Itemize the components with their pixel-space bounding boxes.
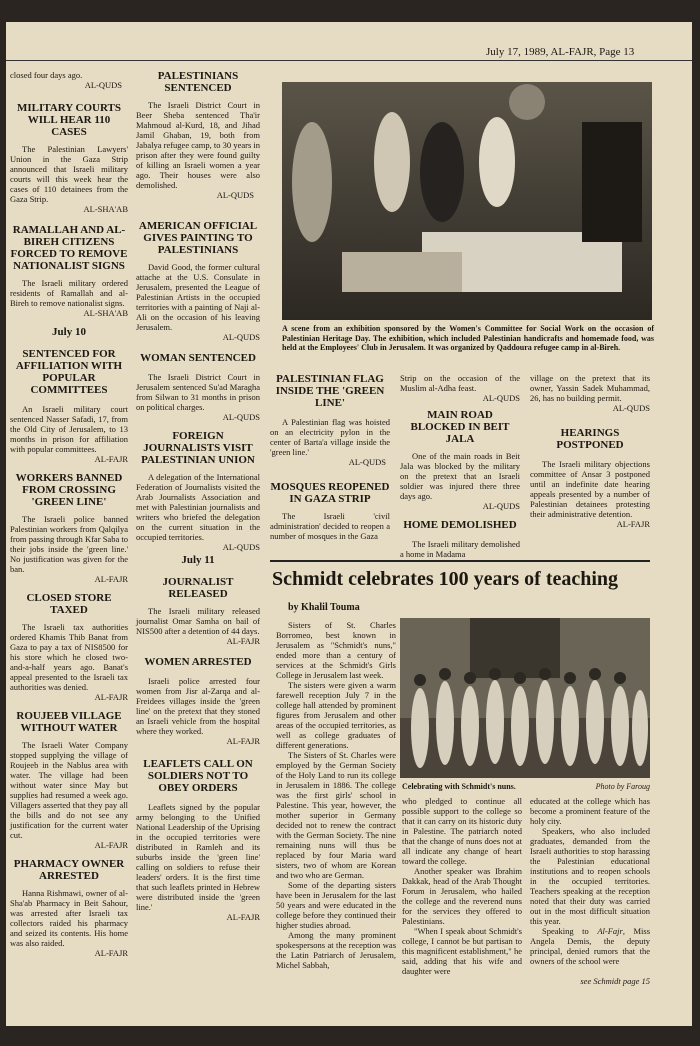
photo-caption: A scene from an exhibition sponsored by the Women's Committee for Social Work on the occasion of Palestinian Heritage Day. The exhibition, which included Palestinian handicrafts and homemade food, was held at the Employees' Club in Jerusalem. It was organized by Qaddoura refugee camp in al-Bireh. — [282, 324, 654, 352]
headline-palestinians-sentenced: PALESTINIANS SENTENCED — [157, 70, 239, 94]
credit: AL-SHA'AB — [83, 204, 128, 214]
headline-ramallah-signs: RAMALLAH AND AL-BIREH CITIZENS FORCED TO REMOVE NATIONALIST SIGNS — [10, 224, 128, 272]
page-folio: July 17, 1989, AL-FAJR, Page 13 — [486, 46, 635, 58]
headline-main-road: MAIN ROAD BLOCKED IN BEIT JALA — [410, 409, 510, 445]
continued-jump[interactable]: see Schmidt page 15 — [580, 976, 650, 986]
exhibition-photo — [282, 82, 652, 320]
story-body: The Israeli 'civil administration' decided to reopen a number of mosques in the Gaza — [270, 511, 390, 541]
feature-column-3 — [530, 796, 650, 986]
story-body: Israeli police arrested four women from Jisr al-Zarqa and al-Freidees villages inside the 'green line' on the pretext that they stoned an Israeli vehicle from the hospital where they worked. — [136, 676, 260, 736]
credit: AL-QUDS — [216, 190, 254, 200]
headline-foreign-journalists: FOREIGN JOURNALISTS VISIT PALESTINIAN UNION — [141, 430, 255, 466]
headline-mosques-reopened: MOSQUES REOPENED IN GAZA STRIP — [270, 481, 390, 505]
continued-text: closed four days ago. — [10, 70, 83, 80]
headline-pharmacy: PHARMACY OWNER ARRESTED — [13, 858, 125, 882]
credit: AL-QUDS — [222, 412, 260, 422]
credit: AL-FAJR — [94, 948, 128, 958]
date-heading: July 11 — [181, 554, 215, 566]
story-body: The Israeli military ordered residents of Ramallah and al-Bireh to remove nationalist signs. — [10, 278, 128, 308]
feature-body: Another speaker was Ibrahim Dakkak, head of the Arab Thought Forum in Jerusalem, who hailed the college and the reverend nuns for the services they offered to Palestinians. — [402, 866, 522, 926]
headline-american-official: AMERICAN OFFICIAL GIVES PAINTING TO PALESTINIANS — [138, 220, 258, 256]
headline-journalist-released: JOURNALIST RELEASED — [162, 576, 234, 600]
credit: AL-SHA'AB — [83, 308, 128, 318]
credit: AL-QUDS — [482, 393, 520, 403]
credit: AL-QUDS — [348, 457, 386, 467]
feature-column-2 — [402, 796, 522, 976]
feature-body: The sisters were given a warm farewell reception July 7 in the college hall attended by prominent figures from Jerusalem and other areas of the occupied territories, as well as college graduates of different generations. — [276, 680, 396, 750]
credit: AL-FAJR — [94, 574, 128, 584]
credit: AL-QUDS — [482, 501, 520, 511]
credit: AL-QUDS — [612, 403, 650, 413]
story-body: The Israeli District Court in Jerusalem sentenced Su'ad Maragha from Silwan to 31 months in prison on political charges. — [136, 372, 260, 412]
header-rule — [6, 60, 692, 61]
headline-sentenced-affiliation: SENTENCED FOR AFFILIATION WITH POPULAR COMMITTEES — [15, 348, 123, 396]
headline-military-courts: MILITARY COURTS WILL HEAR 110 CASES — [16, 102, 122, 138]
feature-column-1 — [276, 620, 396, 970]
credit: AL-FAJR — [226, 636, 260, 646]
story-body: The Israeli military released journalist Omar Samha on bail of NIS500 after a detention of 44 days. — [136, 606, 260, 636]
headline-roujeeb: ROUJEEB VILLAGE WITHOUT WATER — [16, 710, 122, 734]
headline-women-arrested: WOMEN ARRESTED — [144, 656, 252, 668]
story-body: Hanna Rishmawi, owner of al-Sha'ab Pharmacy in Beit Sahour, was arrested after Israeli tax collectors raided his pharmacy and seized its contents. His home was also raided. — [10, 888, 128, 948]
credit: AL-FAJR — [226, 912, 260, 922]
story-body: The Palestinian Lawyers' Union in the Gaza Strip announced that Israeli military courts will this week hear the cases of 110 detainees from the Gaza Strip. — [10, 144, 128, 204]
newspaper-page — [6, 22, 692, 1026]
date-heading: July 10 — [52, 326, 86, 338]
feature-headline: Schmidt celebrates 100 years of teaching — [272, 568, 619, 590]
column-1 — [10, 70, 128, 958]
story-body: Leaflets signed by the popular army belonging to the Unified National Leadership of the Uprising in the occupied territories were distributed in Ramleh and its suburbs inside the 'green line' calling on soldiers to refuse their leaders' orders. It is the first time that such leaflets printed in Hebrew were distributed inside the 'green line.' — [136, 802, 260, 912]
story-body: A Palestinian flag was hoisted on an electricity pylon in the center of Barta'a village inside the 'green line.' — [270, 417, 390, 457]
story-body: The Israeli military demolished a home in Madama — [400, 539, 520, 559]
photo-caption: Celebrating with Schmidt's nuns. — [402, 782, 516, 791]
headline-closed-store: CLOSED STORE TAXED — [26, 592, 112, 616]
headline-hearings-postponed: HEARINGS POSTPONED — [556, 427, 624, 451]
story-body: One of the main roads in Beit Jala was blocked by the military on the pretext that an Israeli soldier was injured there three days ago. — [400, 451, 520, 501]
story-body: David Good, the former cultural attache at the U.S. Consulate in Jerusalem, presented the League of Palestinian Artists in the occupied territories with a painting of Naji al-Ali on the occasion of his leaving Jerusalem. — [136, 262, 260, 332]
feature-body: Among the many prominent spokespersons at the reception was the Latin Patriarch of Jerusalem, Michel Sabbah, — [276, 930, 396, 970]
credit: AL-FAJR — [616, 519, 650, 529]
feature-body-rest: , Miss Angela Demis, the deputy principal, denied rumors that the owners of the school were — [530, 926, 650, 966]
headline-palestinian-flag: PALESTINIAN FLAG INSIDE THE 'GREEN LINE' — [275, 373, 385, 409]
headline-home-demolished: HOME DEMOLISHED — [403, 519, 517, 531]
column-5 — [530, 373, 650, 529]
credit: AL-FAJR — [94, 454, 128, 464]
schmidt-photo — [400, 618, 650, 778]
credit: AL-FAJR — [94, 840, 128, 850]
schmidt-caption-line — [402, 782, 650, 791]
exhibition-caption-box — [282, 324, 654, 353]
feature-top-rule — [270, 560, 650, 562]
credit: AL-QUDS — [84, 80, 122, 90]
newspaper-name: Al-Fajr — [597, 926, 623, 936]
credit: AL-FAJR — [226, 736, 260, 746]
column-4 — [400, 373, 520, 559]
column-2 — [136, 70, 260, 922]
feature-body — [530, 926, 650, 966]
headline-woman-sentenced: WOMAN SENTENCED — [140, 352, 256, 364]
credit: AL-FAJR — [94, 692, 128, 702]
column-3 — [270, 373, 390, 541]
feature-body: The Sisters of St. Charles were employed by the German Society of the Holy Land to run its college in Jerusalem in 1886. The college was the first girls' school in Palestine. This year, however, the mother superior in Germany decided not to renew the contract with the German Society. The nine remaining nuns will thus be replaced by four Maria ward sisters, two of whom are Korean and two who are German. — [276, 750, 396, 880]
credit: AL-QUDS — [222, 332, 260, 342]
story-body: The Israeli police banned Palestinian workers from Qalqilya from passing through Kfar Saba to their jobs inside the 'green line.' No justification was given for the ban. — [10, 514, 128, 574]
photo-credit: Photo by Faroug — [595, 782, 650, 791]
credit: AL-QUDS — [222, 542, 260, 552]
story-body: The Israeli military objections committee of Ansar 3 postponed until an indefinite date hearing appeals presented by a number of Palestinian detainees protesting their administrative detention. — [530, 459, 650, 519]
story-body: The Israeli Water Company stopped supplying the village of Roujeeb in the Nablus area with water. The village had been without water since May but supplies had resumed a week ago. Villagers asserted that they pay all the bills and do not see any justification for the current water cut. — [10, 740, 128, 840]
story-body: A delegation of the International Federation of Journalists visited the Arab Journalists Association and met with Palestinian journalists and writers who briefed the delegation on the current situation in the occupied territories. — [136, 472, 260, 542]
story-body: The Israeli District Court in Beer Sheba sentenced Tha'ir Mahmoud al-Kurd, 18, and Jihad Jamil Ghaban, 19, both from Jabalya refugee camp, to 30 years in prison after they were found guilty of killing an Israeli women a year ago. Their houses were also demolished. — [136, 100, 260, 190]
story-body: The Israeli tax authorities ordered Khamis Thib Banat from Gaza to pay a tax of NIS8500 for his store which he closed two-and-a-half years ago. Banat's appeal presented to the Israeli tax authorities was denied. — [10, 622, 128, 692]
continued-text: Strip on the occasion of the Muslim al-Adha feast. — [400, 373, 520, 393]
feature-body: "When I speak about Schmidt's college, I cannot be but partisan to this magnificent establishment," he said, adding that his wife and daughter were — [402, 926, 522, 976]
story-body: An Israeli military court sentenced Nasser Safadi, 17, from the Old City of Jerusalem, to 13 months in prison for affiliation with popular committees. — [10, 404, 128, 454]
feature-body: Speakers, who also included graduates, demanded from the Israeli authorities to stop harassing the Palestinian educational institutions and to reopen schools in the occupied territories. Teachers speaking at the reception noted that their duty was carried out in the most difficult situation this year. — [530, 826, 650, 926]
feature-body: Sisters of St. Charles Borromeo, best known in Jerusalem as "Schmidt's nuns," ended more than a century of services at the Schmidt's Girls College in Jerusalem last week. — [276, 620, 396, 680]
continued-text: village on the pretext that its owner, Yassin Sadek Muhammad, 26, has no building permit. — [530, 373, 650, 403]
headline-leaflets: LEAFLETS CALL ON SOLDIERS NOT TO OBEY ORDERS — [143, 758, 253, 794]
headline-workers-banned: WORKERS BANNED FROM CROSSING 'GREEN LINE' — [15, 472, 123, 508]
feature-body: who pledged to continue all possible support to the college so that it can carry on its historic duty in Palestine. The patriarch noted that the change of nuns does not at all indicate any change of heart toward the college. — [402, 796, 522, 866]
feature-byline: by Khalil Touma — [288, 602, 360, 613]
feature-body-lead: Speaking to — [542, 926, 598, 936]
feature-body: educated at the college which has become a prominent feature of the holy city. — [530, 796, 650, 826]
feature-body: Some of the departing sisters have been in Jerusalem for the last 50 years and were educated in the college before they continued their higher studies abroad. — [276, 880, 396, 930]
